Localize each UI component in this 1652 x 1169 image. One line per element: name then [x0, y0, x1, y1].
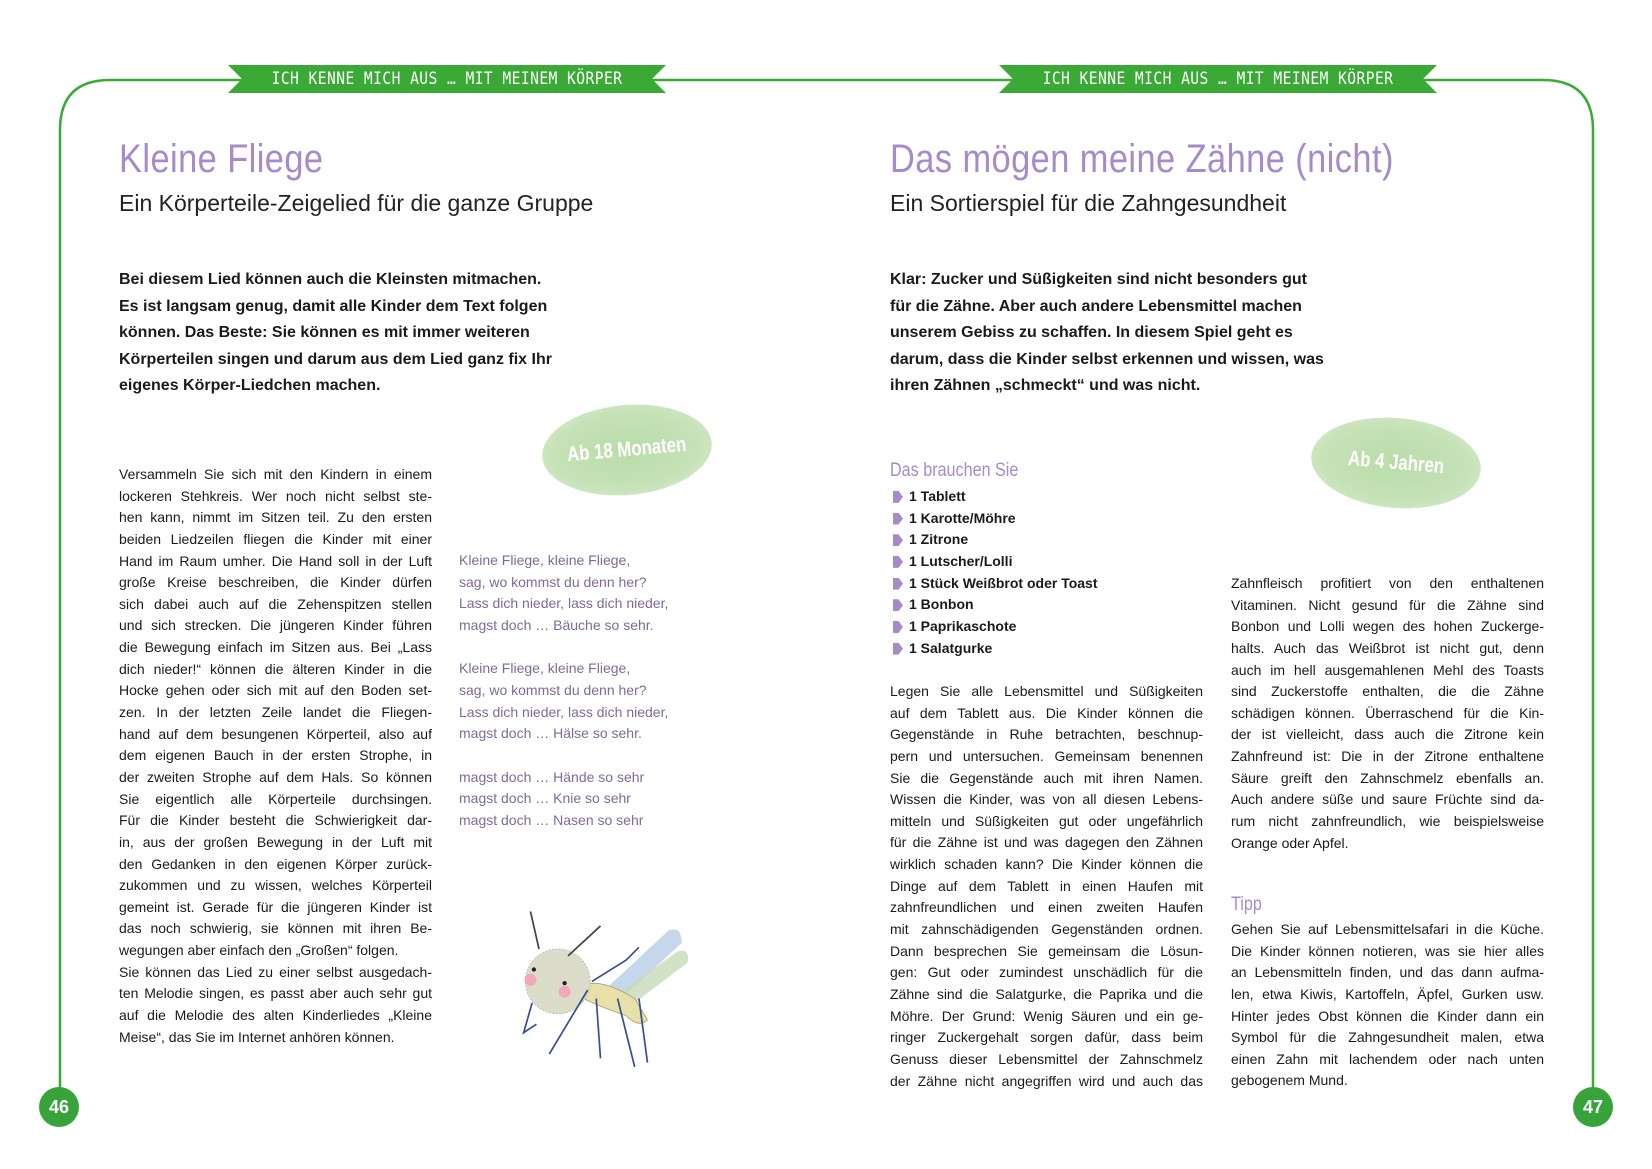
page-number: 46 — [39, 1087, 79, 1127]
text-line: zahnfreundlichen und einen zweiten Haufen — [890, 899, 1203, 916]
text-line: der Zähne nicht angegriffen wird und auch das — [890, 1072, 1203, 1089]
lyric-line: magst doch … Hände so sehr — [459, 768, 645, 785]
text-line: Hocke gehen oder sich mit auf den Boden set- — [119, 682, 432, 699]
intro-line: darum, dass die Kinder selbst erkennen und wissen, was — [890, 350, 1324, 368]
text-line: Symbol für die Zahngesundheit malen, etwa — [1231, 1029, 1544, 1046]
arrow-bullet-icon — [893, 556, 903, 568]
text-line: sind Zuckerstoffe enthalten, die die Zähne — [1231, 683, 1544, 700]
text-line: Orange oder Apfel. — [1231, 834, 1349, 851]
text-line: wegungen aber einfach den „Großen“ folgen. — [119, 942, 399, 959]
text-line: lockeren Stehkreis. Wer noch nicht selbst ste- — [119, 487, 432, 504]
list-item — [893, 594, 1098, 616]
page-number: 47 — [1573, 1087, 1613, 1127]
list-item-label: 1 Zitrone — [909, 531, 969, 548]
arrow-bullet-icon — [893, 534, 903, 546]
text-line: Bonbon und Lolli wegen des hohen Zuckerge- — [1231, 618, 1544, 635]
lyric-line: sag, wo kommst du denn her? — [459, 681, 647, 698]
intro-text — [119, 267, 552, 400]
text-line: Dinge auf dem Tablett in einen Haufen mit — [890, 877, 1203, 894]
lyric-line: magst doch … Knie so sehr — [459, 790, 631, 807]
text-line: dich nieder!“ können die älteren Kinder in die — [119, 660, 432, 677]
text-line: Versammeln Sie sich mit den Kindern in einem — [119, 466, 432, 482]
text-line: Gehen Sie auf Lebensmittelsafari in die Küche. — [1231, 921, 1544, 937]
mosquito-illustration — [498, 890, 703, 1090]
text-line: dem eigenen Bauch in der ersten Strophe, in — [119, 747, 432, 764]
text-line: Wissen die Kinder, was von all diesen Lebens- — [890, 791, 1203, 808]
text-line: ringer Zuckergehalt sorgen dafür, dass beim — [890, 1029, 1203, 1046]
list-item-label: 1 Salatgurke — [909, 639, 993, 656]
body-text — [119, 464, 432, 1048]
list-item-label: 1 Stück Weißbrot oder Toast — [909, 574, 1098, 591]
text-line: an Lebensmitteln finden, und das dann aufma- — [1231, 964, 1544, 981]
text-line: Sie die Gegenstände auch mit ihren Namen. — [890, 769, 1203, 786]
arrow-bullet-icon — [893, 578, 903, 590]
text-line: der ist vielleicht, dass auch die Zitrone kein — [1231, 726, 1544, 743]
text-line: Hinter jedes Obst können die Kinder dann ein — [1231, 1007, 1544, 1024]
intro-line: Körperteilen singen und darum aus dem Lied ganz fix Ihr — [119, 350, 552, 368]
chapter-banner-right — [999, 65, 1437, 93]
tip-heading: Tipp — [1231, 894, 1262, 915]
intro-line: für die Zähne. Aber auch andere Lebensmittel machen — [890, 297, 1302, 315]
materials-heading: Das brauchen Sie — [890, 460, 1019, 481]
text-line: gemeint ist. Gerade für die jüngeren Kinder ist — [119, 898, 432, 915]
tip-text — [1231, 919, 1544, 1092]
text-line: in, aus der großen Bewegung in der Luft mit — [119, 833, 432, 850]
text-line: rum nicht zahnfreundlich, wie beispielsweise — [1231, 813, 1544, 830]
list-item — [893, 551, 1098, 573]
intro-line: eigenes Körper-Liedchen machen. — [119, 377, 381, 394]
list-item-label: 1 Bonbon — [909, 596, 974, 613]
body-text-column-2 — [1231, 573, 1544, 854]
text-line: hen kann, nimmt im Sitzen teil. Zu den ersten — [119, 509, 432, 526]
age-badge-label: Ab 4 Jahren — [1347, 446, 1445, 479]
chapter-banner-left — [228, 65, 666, 93]
text-line: der zweiten Strophe auf dem Hals. So können — [119, 768, 432, 785]
intro-line: Klar: Zucker und Süßigkeiten sind nicht besonders gut — [890, 271, 1307, 288]
list-item — [893, 573, 1098, 595]
page-title: Das mögen meine Zähne (nicht) — [890, 137, 1394, 181]
intro-line: unserem Gebiss zu schaffen. In diesem Spiel geht es — [890, 324, 1293, 341]
text-line: pern und untersuchen. Gemeinsam benennen — [890, 747, 1203, 764]
page-subtitle: Ein Körperteile-Zeigelied für die ganze Gruppe — [119, 190, 594, 216]
list-item-label: 1 Tablett — [909, 488, 966, 504]
list-item — [893, 486, 1098, 508]
text-line: Sie eigentlich alle Körperteile durchsingen. — [119, 790, 432, 807]
lyric-line: Lass dich nieder, lass dich nieder, — [459, 595, 669, 612]
text-line: Meise“, das Sie im Internet anhören können. — [119, 1028, 395, 1045]
text-line: len, etwa Kiwis, Kartoffeln, Äpfel, Gurken usw. — [1231, 985, 1544, 1002]
list-item — [893, 529, 1098, 551]
materials-list — [893, 486, 1098, 660]
text-line: beiden Liedzeilen fliegen die Kinder mit einer — [119, 530, 432, 547]
lyric-line: sag, wo kommst du denn her? — [459, 573, 647, 590]
text-line: sich dabei auch auf die Zehenspitzen stellen — [119, 595, 432, 612]
text-line: das noch schwierig, sie können mit ihren Be- — [119, 920, 432, 937]
text-line: ten Melodie singen, es passt aber auch sehr gut — [119, 985, 432, 1002]
list-item — [893, 638, 1098, 660]
text-line: die Bewegung einfach im Sitzen aus. Bei „Lass — [119, 639, 432, 656]
list-item-label: 1 Lutscher/Lolli — [909, 553, 1013, 570]
page-subtitle: Ein Sortierspiel für die Zahngesundheit — [890, 190, 1287, 216]
text-line: Dann besprechen Sie gemeinsam die Lösun- — [890, 942, 1203, 959]
text-line: wirklich schaden kann? Die Kinder können die — [890, 856, 1203, 873]
text-line: für die Zähne ist und was dagegen den Zähnen — [890, 834, 1203, 851]
arrow-bullet-icon — [893, 599, 903, 611]
list-item-label: 1 Paprikaschote — [909, 618, 1017, 635]
text-line: auf dem Tablett aus. Die Kinder können die — [890, 704, 1203, 721]
text-line: auf die Melodie des alten Kinderliedes „Kleine — [119, 1007, 432, 1024]
lyric-line: Kleine Fliege, kleine Fliege, — [459, 660, 631, 677]
chapter-banner-text: ICH KENNE MICH AUS … MIT MEINEM KÖRPER — [271, 69, 623, 89]
text-line: gebogenem Mund. — [1231, 1072, 1348, 1089]
text-line: Für die Kinder besteht die Schwierigkeit dar- — [119, 812, 432, 829]
chapter-banner-text: ICH KENNE MICH AUS … MIT MEINEM KÖRPER — [1042, 69, 1394, 89]
intro-text — [890, 267, 1324, 400]
text-line: und sich strecken. Die jüngeren Kinder führen — [119, 617, 432, 634]
text-line: Die Kinder können notieren, was sie hier alles — [1231, 942, 1544, 959]
text-line: Legen Sie alle Lebensmittel und Süßigkeiten — [890, 683, 1203, 699]
text-line: Gegenstände in Ruhe betrachten, beschnup- — [890, 726, 1203, 743]
text-line: Vitaminen. Nicht gesund für die Zähne sind — [1231, 596, 1544, 613]
lyric-line: magst doch … Nasen so sehr — [459, 811, 644, 828]
text-line: zen. In der letzten Zeile landet die Fliegen- — [119, 704, 432, 721]
song-lyrics — [459, 550, 668, 832]
arrow-bullet-icon — [893, 621, 903, 633]
text-line: Auch andere süße und saure Früchte sind da- — [1231, 791, 1544, 808]
text-line: mitteln und Süßigkeiten gut oder ungefährlich — [890, 812, 1203, 829]
text-line: Säure greift den Zahnschmelz ebenfalls an. — [1231, 769, 1544, 786]
text-line: einen Zahn mit lachendem oder nach unten — [1231, 1050, 1544, 1067]
intro-line: können. Das Beste: Sie können es mit immer weiteren — [119, 324, 530, 341]
text-line: halts. Auch das Weißbrot ist nicht gut, denn — [1231, 639, 1544, 656]
intro-line: Bei diesem Lied können auch die Kleinsten mitmachen. — [119, 271, 542, 288]
text-line: Genuss dieser Lebensmittel der Zahnschmelz — [890, 1050, 1203, 1067]
arrow-bullet-icon — [893, 491, 903, 503]
text-line: den Gedanken in den eigenen Körper zurück- — [119, 855, 432, 872]
lyric-line: Kleine Fliege, kleine Fliege, — [459, 552, 631, 568]
text-line: gen: Gut oder zumindest unschädlich für die — [890, 964, 1203, 981]
page-title: Kleine Fliege — [119, 137, 324, 181]
text-line: schädigen können. Überraschend für die Kin- — [1231, 704, 1544, 721]
text-line: Sie können das Lied zu einer selbst ausgedach- — [119, 963, 432, 980]
text-line: hand auf dem besungenen Körperteil, also auf — [119, 725, 432, 742]
lyric-line: magst doch … Hälse so sehr. — [459, 725, 642, 742]
age-badge-label: Ab 18 Monaten — [566, 432, 688, 467]
intro-line: ihren Zähnen „schmeckt“ und was nicht. — [890, 377, 1201, 394]
lyric-line: magst doch … Bäuche so sehr. — [459, 616, 654, 633]
arrow-bullet-icon — [893, 643, 903, 655]
arrow-bullet-icon — [893, 513, 903, 525]
text-line: auch im hell ausgemahlenen Mehl des Toasts — [1231, 661, 1544, 678]
lyric-line: Lass dich nieder, lass dich nieder, — [459, 703, 669, 720]
list-item — [893, 616, 1098, 638]
body-text-column-1 — [890, 681, 1203, 1092]
text-line: Zähne sind die Salatgurke, die Paprika und die — [890, 985, 1203, 1002]
intro-line: Es ist langsam genug, damit alle Kinder dem Text folgen — [119, 297, 548, 315]
text-line: Zahnfreund ist: Die in der Zitrone enthaltene — [1231, 748, 1544, 765]
text-line: Zahnfleisch profitiert von den enthaltenen — [1231, 575, 1544, 591]
text-line: Hand im Raum umher. Die Hand soll in der Luft — [119, 552, 432, 569]
text-line: große Kreise beschreiben, die Kinder dürfen — [119, 574, 432, 591]
list-item-label: 1 Karotte/Möhre — [909, 509, 1016, 526]
list-item — [893, 508, 1098, 530]
text-line: zukommen und zu wissen, welches Körperteil — [119, 877, 432, 894]
text-line: mit zahnschädigenden Gegenständen ordnen. — [890, 921, 1203, 938]
text-line: Möhre. Der Grund: Wenig Säuren und ein ge- — [890, 1007, 1203, 1024]
